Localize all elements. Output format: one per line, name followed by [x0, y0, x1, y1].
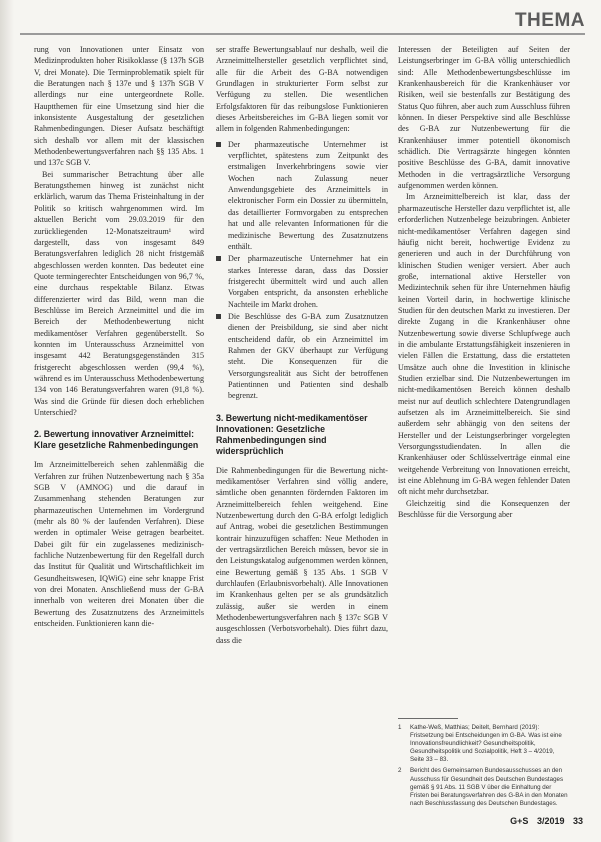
text-column-2 [216, 44, 388, 646]
footnote-text: Bericht des Gemeinsamen Bundesausschusses an den Ausschuss für Gesundheit des Deutschen Bundestages gemäß § 91 Abs. 11 SGB V über die Einhaltung der Fristen bei Beratungsverfahren des G-BA in den Monaten nach Beschlussfassung des Deutschen Bundestages. [410, 767, 568, 807]
bullet-square-icon [216, 142, 221, 147]
paragraph: Im Arzneimittelbereich ist klar, dass der pharmazeutische Hersteller dazu verpflichtet ist, alle erforderlichen Nutzenbelege beizubringen. Anbieter nicht-medikamentöser Verfahren dagegen sind häufig nicht bereit, hochwertige Evidenz zu generieren und auch in der Durchführung von klinischen Studien weniger versiert. Aber auch große, international aktive Hersteller von Medizintechnik sehen für ihre Unternehmen häufig keinen Vorteil darin, in hochwertige klinische Studien für den deutschen Markt zu investieren. Der direkte Zugang in die Krankenhäuser ohne Nutzenbewertung sowie diverse Schlupfwege auch in die ambulante Erstattungsfähigkeit inszenieren in vielen Fällen die Erstattung, dass die erstatteten Umsätze auch ohne die Investition in klinische Studien erzielbar sind. Die Nutzenbewertungen im nicht-medikamentösen Bereich können deshalb meist nur auf deutlich schlechtere Datengrundlagen aufsetzen als im Arzneimittelbereich. Sie sind außerdem sehr abhängig von den seitens der Hersteller und der Leistungserbringer vorgelegten Versorgungsstudiendaten. In allen die Krankenhäuser oder Schlüsselverträge einmal eine weitgehende Verbreitung von Innovationen erreicht, ist eine Ablehnung im G-BA wegen fehlender Daten oft nicht mehr durchsetzbar. [398, 192, 570, 497]
footnote [398, 724, 570, 764]
footnote-divider [398, 718, 458, 719]
bullet-square-icon [216, 314, 221, 319]
bullet-list [216, 139, 388, 402]
paragraph: Bei summarischer Betrachtung über alle Beratungsthemen hinweg ist zunächst nicht erklärlich, warum das Thema Fristeinhaltung in der Politik so kritisch wahrgenommen wird. Im aktuellen Bericht vom 29.03.2019 für den zurückliegenden 12-Monatszeitraum¹ wird dargestellt, dass von insgesamt 849 Beratungsverfahren lediglich 28 nicht fristgemäß abgeschlossen werden konnten. Das bedeutet eine Quote termingerechter Entscheidungen von 96,7 %, eine durchaus respektable Bilanz. Etwas differenzierter wird das Bild, wenn man die Beschlüsse im Bereich Arzneimittel und die im Bereich der Methodenbewertung nicht medikamentöser Verfahren gegenüberstellt. So konnten im Unterausschuss Arzneimittel von insgesamt 442 Beratungsgegenständen 315 fristgerecht abgeschlossen werden (99,4 %), während es im Unterausschuss Methodenbewertung 134 von 146 Beratungsverfahren waren (91,8 %). Was sind die Gründe für diesen doch erheblichen Unterschied? [34, 169, 204, 417]
footnote-text: Kathe-Weß, Matthias; Deitelt, Bernhard (2019): Fristsetzung bei Entscheidungen im G-BA. Was ist eine Innovationsfreundlichkeit? Gesundheitspolitik, Gesundheitspolitik und Sozialpolitik, Heft 3 – 4/2019, Seite 33 – 83. [410, 724, 562, 764]
footnote-number: 1 [398, 724, 402, 731]
page-number: 33 [572, 816, 583, 826]
footnotes [398, 724, 570, 811]
footnote [398, 767, 570, 807]
paragraph: Interessen der Beteiligten auf Seiten der Leistungserbringer im G-BA völlig unterschiedlich sind: Alle Methodenbewertungsbeschlüsse im Krankenhausbereich für die Krankenhäuser vor Risiken, weil sie bestenfalls zur Bestätigung des Status Quo führen, aber auch zum Ausschluss führen können. In dieser Perspektive sind alle Beschlüsse des G-BA zur Nutzenbewertung für die Krankenhäuser immer potentiell ökonomisch schädlich. Die Vertragsärzte hingegen könnten positive Beschlüsse des G-BA, damit innovative Methoden in die vertragsärztliche Versorgung aufgenommen werden können. [398, 45, 570, 191]
issue-number: 3/2019 [536, 816, 565, 826]
section-label: THEMA [514, 10, 585, 31]
list-item-text: Die Beschlüsse des G-BA zum Zusatznutzen dienen der Preisbildung, sie sind aber nicht entscheidend dafür, ob ein Arzneimittel im Rahmen der GKV überhaupt zur Verfügung steht. Die Konsequenzen für die Versorgungsrealität aus Sicht der betroffenen Patientinnen und Patienten sind deshalb begrenzt. [228, 311, 388, 401]
section-heading: 3. Bewertung nicht-medikamentöser Innovationen: Gesetzliche Rahmenbedingungen sind widersprüchlich [216, 412, 368, 456]
paragraph: Im Arzneimittelbereich sehen zahlenmäßig die Verfahren zur frühen Nutzenbewertung nach § 35a SGB V (AMNOG) und die darauf in Zusammenhang stehenden Beratungen zur pharmazeutischen Unternehmen im Vordergrund (mehr als 80 % der laufenden Verfahren). Diese werden in optimaler Weise getragen bearbeitet. Dabei gilt für ein zugelassenes medizinisch-fachliche Nutzenbewertung für den Regelfall durch das Institut für Qualität und Wirtschaftlichkeit im Gesundheitswesen, IQWiG) eine sehr knappe Frist von drei Monaten. Anschließend muss der G-BA innerhalb von weiteren drei Monaten über die Bewertung des Zusatznutzens des Arzneimittels entscheiden. Funktionieren kann die- [34, 460, 204, 629]
header-bar [0, 0, 601, 36]
section-heading: 2. Bewertung innovativer Arzneimittel: Klare gesetzliche Rahmenbedingungen [34, 429, 199, 451]
list-item [216, 139, 388, 252]
paragraph: rung von Innovationen unter Einsatz von Medizinprodukten hoher Risikoklasse (§ 137h SGB V, drei Monate). Die Terminproblematik spielt für die Beratungen nach § 137e und § 137h SGB V allerdings nur eine untergeordnete Rolle. Hauptthemen für eine Umsetzung sind hier die inkonsistente Ausgestaltung der gesetzlichen Rahmenbedingungen. Dieser Aufsatz beschäftigt sich deshalb vor allem mit der klassischen Methodenbewertungsverfahren nach §§ 135 Abs. 1 und 137c SGB V. [34, 45, 204, 168]
paragraph: ser straffe Bewertungsablauf nur deshalb, weil die Arzneimittelhersteller gesetzlich verpflichtet sind, alle für die Arbeit des G-BA notwendigen Grundlagen in strukturierter Form selbst zur Verfügung zu stellen. Die wesentlichen Erfolgsfaktoren für das reibungslose Funktionieren dieses Arbeitsbereiches im G-BA liegen somit vor allem in folgenden Rahmenbedingungen: [216, 45, 388, 134]
list-item-text: Der pharmazeutische Unternehmer hat ein starkes Interesse daran, dass das Dossier fristgerecht übermittelt wird und auch allen Vorgaben entspricht, da ansonsten erhebliche Nachteile im Markt drohen. [228, 254, 388, 309]
page-edge-shadow [0, 0, 14, 842]
header-rule [20, 33, 585, 35]
bullet-square-icon [216, 256, 221, 261]
text-column-1 [34, 44, 204, 630]
footnote-number: 2 [398, 767, 402, 775]
list-item [216, 253, 388, 310]
journal-name: G+S [510, 816, 529, 826]
page-footer [504, 816, 583, 826]
list-item-text: Der pharmazeutische Unternehmer ist verpflichtet, spätestens zum Zeitpunkt des erstmaligen Inverkehrbringens sowie vier Wochen nach Zulassung neuer Anwendungsgebiete des Arzneimittels in elektronischer Form ein Dossier zu übermitteln, das detaillierter Formvorgaben zu entsprechen hat und alle relevanten Informationen für die medizinische Bewertung des Zusatznutzens enthält. [228, 139, 388, 251]
paragraph: Die Rahmenbedingungen für die Bewertung nicht-medikamentöser Verfahren sind völlig andere, sämtliche oben genannten fördernden Faktoren im Arzneimittelbereich fehlen weitgehend. Eine Nutzenbewertung durch den G-BA erfolgt lediglich auf Antrag, wobei die gesetzlichen Bestimmungen kontrair hinzuzufügen schaffen: Neue Methoden in der vertragsärztlichen Bereich müssen, bevor sie in den Leistungskatalog aufgenommen werden können, eine Bewertung gemäß § 135 Abs. 1 SGB V durchlaufen (Erlaubnisvorbehalt). Alle Innovationen im Krankenhaus gelten per se als grundsätzlich zulässig, außer sie werden in einem Methodenbewertungsverfahren nach § 137c SGB V ausgeschlossen (Verbotsvorbehalt). Dies führt dazu, dass die [216, 465, 388, 645]
list-item [216, 311, 388, 402]
paragraph: Gleichzeitig sind die Konsequenzen der Beschlüsse für die Versorgung aber [398, 498, 570, 520]
text-column-3 [398, 44, 570, 520]
